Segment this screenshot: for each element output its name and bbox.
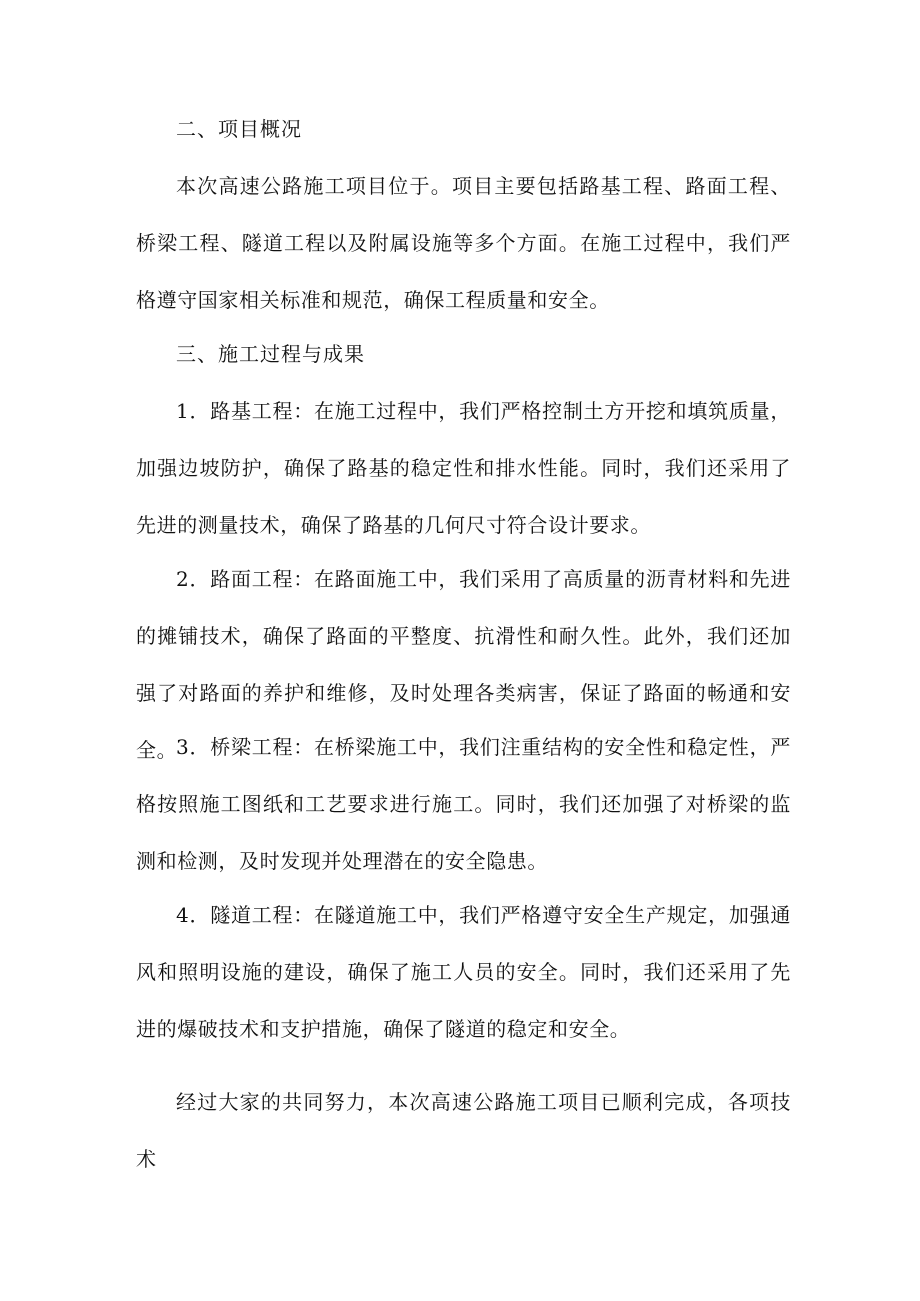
section-2-heading: 二、项目概况 — [176, 117, 302, 141]
section-3-heading: 三、施工过程与成果 — [176, 342, 365, 366]
item-roadbed: 1．路基工程：在施工过程中，我们严格控制土方开挖和填筑质量，加强边坡防护，确保了路基的稳定性和排水性能。同时，我们还采用了先进的测量技术，确保了路基的几何尺寸符合设计要求。 — [136, 399, 791, 537]
item-bridge: 3．桥梁工程：在桥梁施工中，我们注重结构的安全性和稳定性，严格按照施工图纸和工艺要求进行施工。同时，我们还加强了对桥梁的监测和检测，及时发现并处理潜在的安全隐患。 — [136, 735, 791, 873]
item-tunnel: 4．隧道工程：在隧道施工中，我们严格遵守安全生产规定，加强通风和照明设施的建设，确保了施工人员的安全。同时，我们还采用了先进的爆破技术和支护措施，确保了隧道的稳定和安全。 — [136, 903, 791, 1041]
closing-paragraph: 经过大家的共同努力，本次高速公路施工项目已顺利完成，各项技术 — [136, 1090, 791, 1171]
section-2-paragraph: 本次高速公路施工项目位于。项目主要包括路基工程、路面工程、桥梁工程、隧道工程以及附属设施等多个方面。在施工过程中，我们严格遵守国家相关标准和规范，确保工程质量和安全。 — [136, 174, 791, 312]
item-pavement: 2．路面工程：在路面施工中，我们采用了高质量的沥青材料和先进的摊铺技术，确保了路面的平整度、抗滑性和耐久性。此外，我们还加强了对路面的养护和维修，及时处理各类病害，保证了路面的畅通和安全。 — [136, 567, 791, 762]
